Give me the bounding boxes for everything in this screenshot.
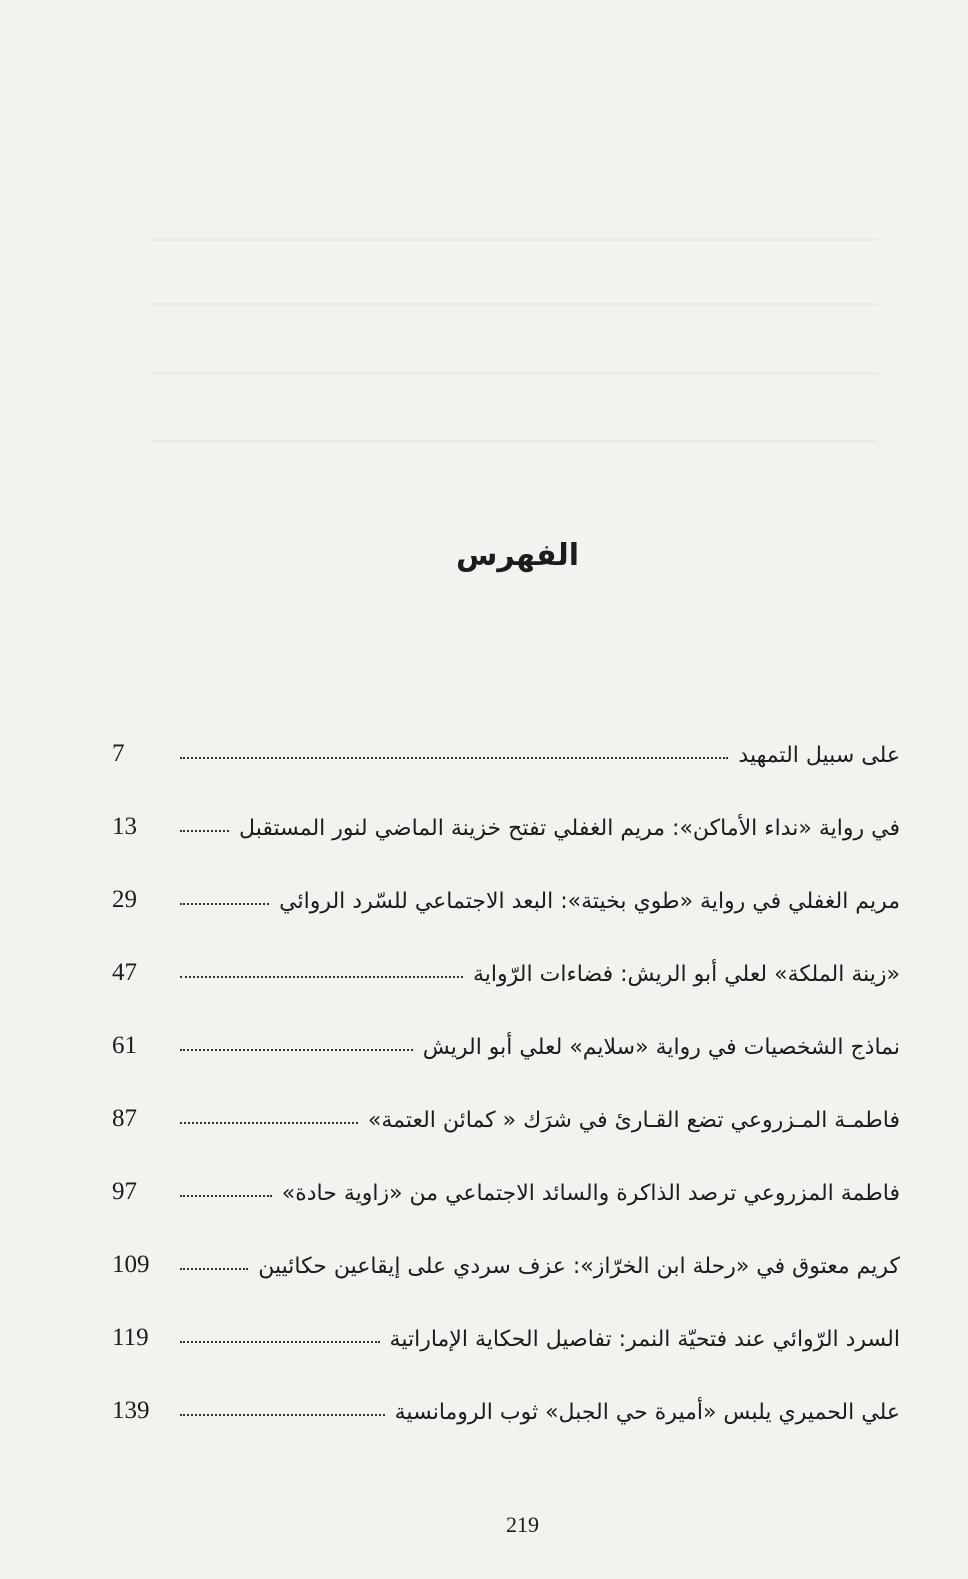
entry-title: نماذج الشخصيات في رواية «سلايم» لعلي أبو الريش xyxy=(422,1035,900,1060)
toc-entry[interactable] xyxy=(112,1206,900,1279)
dot-leader xyxy=(180,1268,248,1270)
entry-page: 119 xyxy=(112,1324,149,1351)
dot-leader xyxy=(180,1341,380,1343)
entry-page: 87 xyxy=(112,1105,137,1132)
entry-page: 109 xyxy=(112,1251,150,1278)
entry-page: 61 xyxy=(112,1032,137,1059)
toc-entry[interactable] xyxy=(112,768,900,841)
dot-leader xyxy=(180,1195,272,1197)
entry-page: 47 xyxy=(112,959,137,986)
dot-leader xyxy=(180,976,463,978)
dot-leader xyxy=(180,1122,358,1124)
toc-entry[interactable] xyxy=(112,1352,900,1425)
entry-page: 13 xyxy=(112,813,137,840)
entry-title: علي الحميري يلبس «أميرة حي الجبل» ثوب الرومانسية xyxy=(394,1400,900,1425)
toc-entry[interactable] xyxy=(112,1133,900,1206)
entry-title: فاطمـة المـزروعي تضع القـارئ في شرَك « كمائن العتمة» xyxy=(367,1108,900,1133)
entry-title: فاطمة المزروعي ترصد الذاكرة والسائد الاجتماعي من «زاوية حادة» xyxy=(281,1181,900,1206)
toc-entry[interactable] xyxy=(112,841,900,914)
entry-title: كريم معتوق في «رحلة ابن الخرّاز»: عزف سردي على إيقاعين حكائيين xyxy=(258,1254,900,1279)
entry-title: السرد الرّوائي عند فتحيّة النمر: تفاصيل الحكاية الإماراتية xyxy=(389,1327,900,1352)
entry-title: «زينة الملكة» لعلي أبو الريش: فضاءات الرّواية xyxy=(473,962,900,987)
entry-title: على سبيل التمهيد xyxy=(738,743,900,768)
entry-page: 139 xyxy=(112,1397,150,1424)
entry-title: مريم الغفلي في رواية «طوي بخيتة»: البعد الاجتماعي للسّرد الروائي xyxy=(279,889,900,914)
dot-leader xyxy=(180,903,269,905)
dot-leader xyxy=(180,830,229,832)
dot-leader xyxy=(180,1414,385,1416)
dot-leader xyxy=(180,757,728,759)
page-number: 219 xyxy=(506,1512,539,1537)
entry-page: 97 xyxy=(112,1178,137,1205)
toc-entry[interactable] xyxy=(112,914,900,987)
toc-entry[interactable] xyxy=(112,695,900,768)
dot-leader xyxy=(180,1049,413,1051)
table-of-contents xyxy=(112,695,900,1425)
toc-entry[interactable] xyxy=(112,1279,900,1352)
entry-page: 29 xyxy=(112,886,137,913)
toc-entry[interactable] xyxy=(112,1060,900,1133)
entry-title: في رواية «نداء الأماكن»: مريم الغفلي تفتح خزينة الماضي لنور المستقبل xyxy=(239,816,900,841)
page-title: الفهرس xyxy=(455,538,579,573)
toc-entry[interactable] xyxy=(112,987,900,1060)
entry-page: 7 xyxy=(112,740,125,767)
